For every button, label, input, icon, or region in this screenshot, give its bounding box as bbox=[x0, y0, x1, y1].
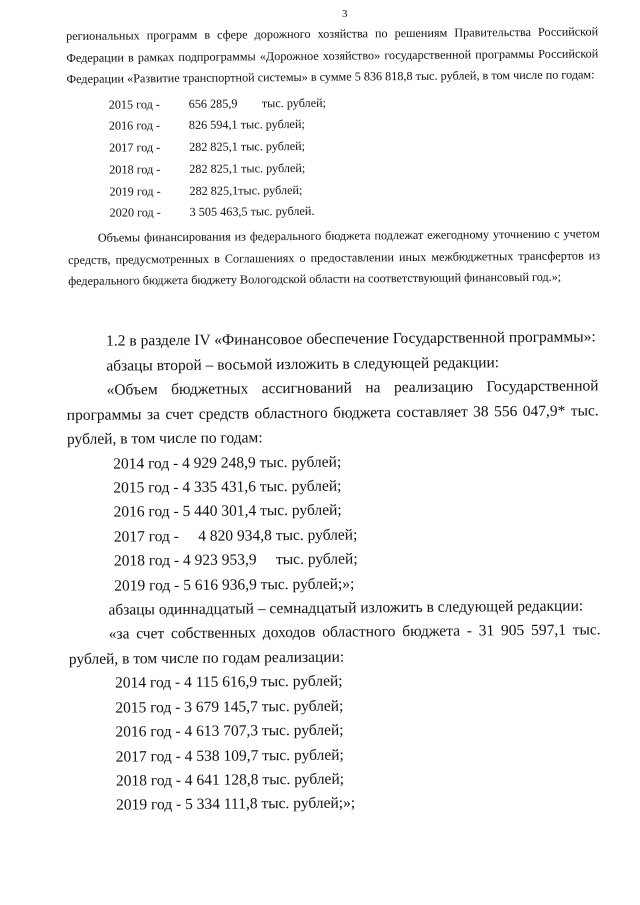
list-item: 2018 год - 4 641 128,8 тыс. рублей; bbox=[115, 770, 345, 790]
own-revenue-paragraph: «за счет собственных доходов областного бюджета - 31 905 597,1 тыс. рублей, в том числе по годам реализации: bbox=[68, 621, 601, 668]
federal-funding-note: Объемы финансирования из федерального бюджета подлежат ежегодному уточнению с учетом средств, предусмотренных в Соглашениях о предоставлении иных межбюджетных трансфертов из федерального бюджета бюджету Вологодской области на соответствующий финансовый год.»; bbox=[67, 226, 601, 289]
list-item: 2019 год - 5 616 936,9 тыс. рублей;»; bbox=[114, 575, 355, 595]
regional-funding-section bbox=[66, 325, 602, 818]
list-item: 2016 год - 4 613 707,3 тыс. рублей; bbox=[115, 721, 344, 741]
list-item: 2014 год - 4 929 248,9 тыс. рублей; bbox=[113, 453, 342, 473]
list-item: 2017 год - 4 820 934,8 тыс. рублей; bbox=[113, 526, 358, 546]
year-row: 2018 год - 282 825,1 тыс. рублей; bbox=[109, 160, 306, 177]
year-row: 2015 год - 656 285,9 тыс. рублей; bbox=[108, 95, 327, 112]
page-number: 3 bbox=[342, 8, 348, 20]
list-item: 2019 год - 5 334 111,8 тыс. рублей;»; bbox=[116, 794, 356, 815]
list-item: 2018 год - 4 923 953,9 тыс. рублей; bbox=[113, 550, 358, 570]
instruction-1: абзацы второй – восьмой изложить в следующей редакции: bbox=[106, 353, 500, 375]
section-heading: 1.2 в разделе IV «Финансовое обеспечение Государственной программы»: bbox=[106, 328, 596, 350]
year-row: 2020 год - 3 505 463,5 тыс. рублей. bbox=[109, 204, 315, 221]
regional-budget-paragraph: «Объем бюджетных ассигнований на реализацию Государственной программы за счет средств областного бюджета составляет 38 556 047,9* тыс. рублей, в том числе по годам: bbox=[66, 377, 599, 448]
year-row: 2016 год - 826 594,1 тыс. рублей; bbox=[108, 117, 305, 133]
list-item: 2017 год - 4 538 109,7 тыс. рублей; bbox=[115, 746, 344, 766]
regional-budget-years bbox=[113, 448, 600, 599]
federal-funding-years bbox=[109, 90, 600, 225]
list-item: 2015 год - 3 679 145,7 тыс. рублей; bbox=[115, 697, 344, 717]
year-row: 2017 год - 282 825,1 тыс. рублей; bbox=[109, 139, 306, 155]
list-item: 2015 год - 4 335 431,6 тыс. рублей; bbox=[113, 477, 342, 497]
list-item: 2016 год - 5 440 301,4 тыс. рублей; bbox=[113, 501, 342, 521]
federal-funding-intro: региональных программ в сфере дорожного хозяйства по решениям Правительства Российской Федерации в рамках подпрограммы «Дорожное хозяйство» государственной программы Российской Федерации «Развитие транспортной системы» в сумме 5 836 818,8 тыс. рублей, в том числе по годам: bbox=[66, 24, 599, 86]
own-revenue-years bbox=[115, 668, 602, 819]
instruction-2: абзацы одиннадцатый – семнадцатый изложить в следующей редакции: bbox=[108, 597, 584, 619]
federal-funding-section bbox=[66, 21, 600, 292]
year-row: 2019 год - 282 825,1тыс. рублей; bbox=[109, 182, 303, 199]
list-item: 2014 год - 4 115 616,9 тыс. рублей; bbox=[115, 673, 343, 693]
